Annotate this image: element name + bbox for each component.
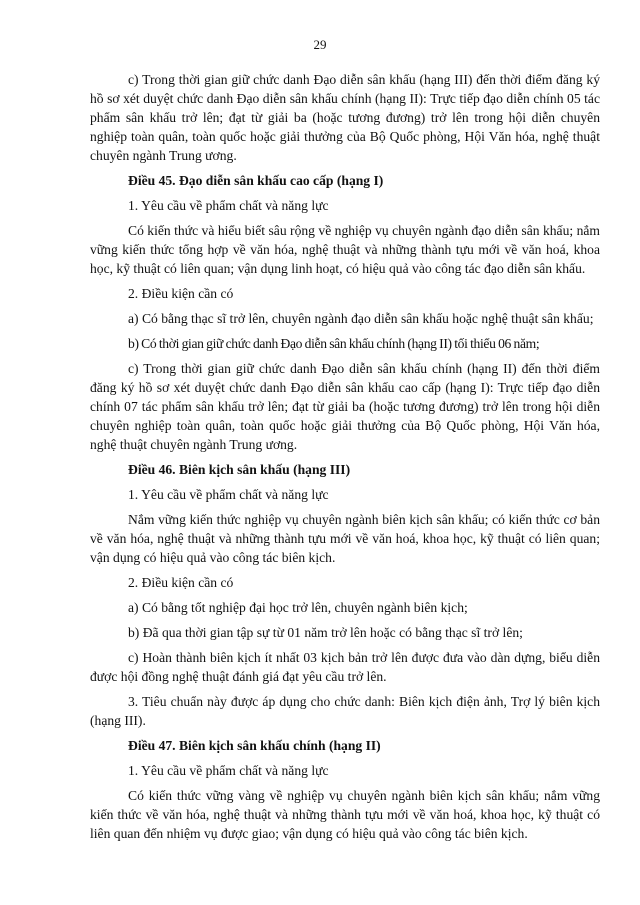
paragraph-dieu45-2: 2. Điều kiện cần có	[128, 286, 234, 301]
heading-dieu-46: Điều 46. Biên kịch sân khấu (hạng III)	[128, 462, 351, 477]
paragraph-dieu46-3: 3. Tiêu chuẩn này được áp dụng cho chức danh: Biên kịch điện ảnh, Trợ lý biên kịch (hạng III).	[90, 694, 600, 728]
paragraph-dieu45-2a: a) Có bằng thạc sĩ trở lên, chuyên ngành đạo diễn sân khấu hoặc nghệ thuật sân khấu;	[128, 311, 594, 326]
paragraph-dieu47-1: 1. Yêu cầu về phẩm chất và năng lực	[128, 763, 329, 778]
paragraph-dieu46-2b: b) Đã qua thời gian tập sự từ 01 năm trở lên hoặc có bằng thạc sĩ trở lên;	[128, 625, 523, 640]
paragraph-dieu47-1-body: Có kiến thức vững vàng về nghiệp vụ chuyên ngành biên kịch sân khấu; nắm vững kiến thức về văn hóa, nghệ thuật và những thành tựu mới về văn hoá, khoa học, kỹ thuật có liên quan đến nhiệm vụ được giao; vận dụng có hiệu quả vào công tác biên kịch.	[90, 788, 600, 841]
paragraph-dieu45-1: 1. Yêu cầu về phẩm chất và năng lực	[128, 198, 329, 213]
paragraph-dieu46-2: 2. Điều kiện cần có	[128, 575, 234, 590]
heading-dieu-45: Điều 45. Đạo diễn sân khấu cao cấp (hạng I)	[128, 173, 384, 188]
paragraph-dieu46-1: 1. Yêu cầu về phẩm chất và năng lực	[128, 487, 329, 502]
paragraph-dieu46-1-body: Nắm vững kiến thức nghiệp vụ chuyên ngành biên kịch sân khấu; có kiến thức cơ bản về văn hóa, nghệ thuật và những thành tựu mới về văn hoá, khoa học, kỹ thuật có liên quan; vận dụng có hiệu quả vào công tác biên kịch.	[90, 512, 600, 565]
paragraph-dieu46-2c: c) Hoàn thành biên kịch ít nhất 03 kịch bản trở lên được đưa vào dàn dựng, biểu diễn được hội đồng nghệ thuật đánh giá đạt yêu cầu trở lên.	[90, 650, 600, 684]
heading-dieu-47: Điều 47. Biên kịch sân khấu chính (hạng II)	[128, 738, 381, 753]
paragraph-dieu45-2b: b) Có thời gian giữ chức danh Đạo diễn sân khấu chính (hạng II) tối thiểu 06 năm;	[128, 336, 540, 351]
paragraph-dieu44-c: c) Trong thời gian giữ chức danh Đạo diễn sân khấu (hạng III) đến thời điểm đăng ký hồ sơ xét duyệt chức danh Đạo diễn sân khấu chính (hạng II): Trực tiếp đạo diễn chính 05 tác phẩm sân khấu trở lên; đạt từ giải ba (hoặc tương đương) trở lên trong hội diễn chuyên nghiệp toàn quân, toàn quốc hoặc giải thưởng của Bộ Quốc phòng, Hội Văn hóa, nghệ thuật chuyên ngành Trung ương.	[90, 72, 600, 163]
document-body	[90, 70, 600, 849]
paragraph-dieu46-2a: a) Có bằng tốt nghiệp đại học trở lên, chuyên ngành biên kịch;	[128, 600, 468, 615]
page-number: 29	[313, 37, 327, 52]
paragraph-dieu45-2c: c) Trong thời gian giữ chức danh Đạo diễn sân khấu chính (hạng II) đến thời điểm đăng ký hồ sơ xét duyệt chức danh Đạo diễn sân khấu cao cấp (hạng I): Trực tiếp đạo diễn chính 07 tác phẩm sân khấu trở lên; đạt từ giải ba (hoặc tương đương) trở lên trong hội diễn chuyên nghiệp toàn quân, toàn quốc hoặc giải thưởng của Bộ Quốc phòng, Hội Văn hóa, nghệ thuật chuyên ngành Trung ương.	[90, 361, 600, 452]
paragraph-dieu45-1-body: Có kiến thức và hiểu biết sâu rộng về nghiệp vụ chuyên ngành đạo diễn sân khấu; nắm vững kiến thức tổng hợp về văn hóa, nghệ thuật và những thành tựu mới về văn hoá, khoa học, kỹ thuật có liên quan; vận dụng linh hoạt, có hiệu quả vào công tác đạo diễn sân khấu.	[90, 223, 600, 276]
